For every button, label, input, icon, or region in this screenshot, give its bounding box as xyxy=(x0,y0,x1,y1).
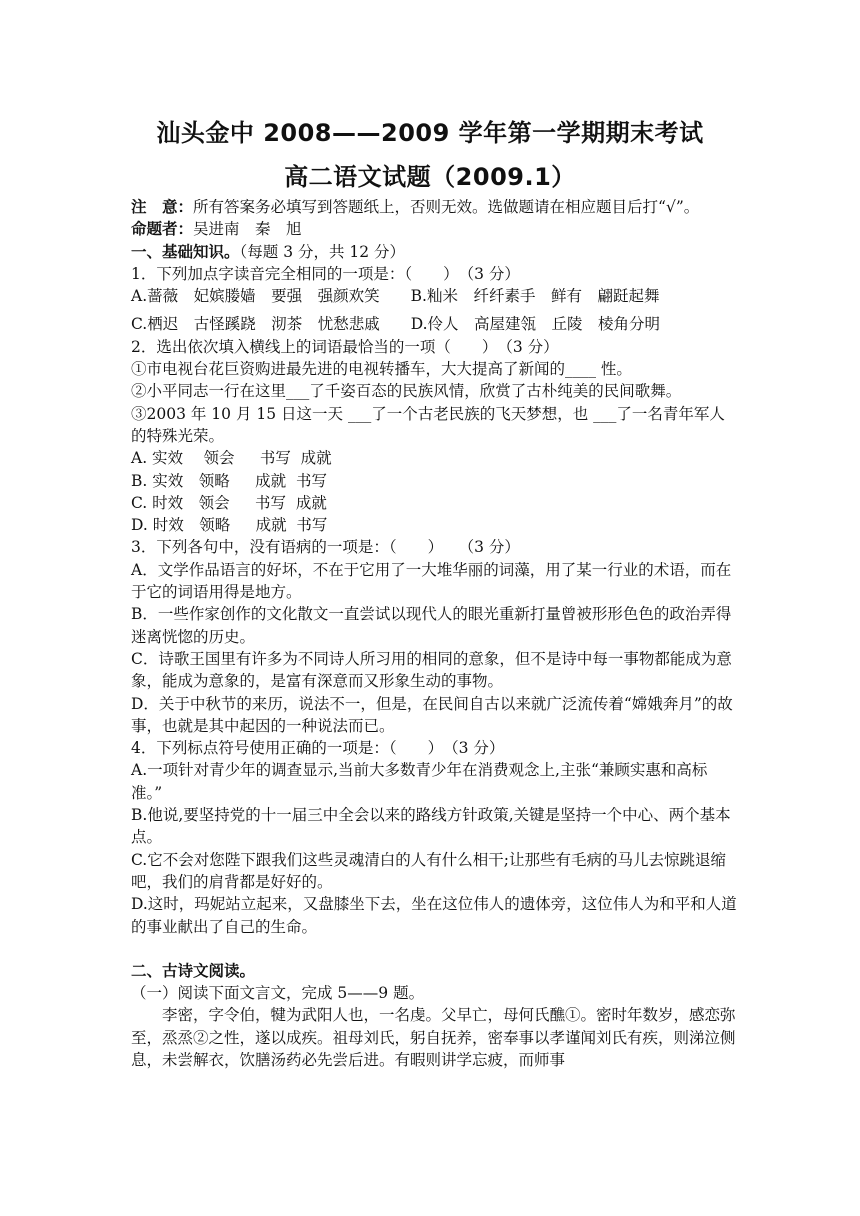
question-4-stem: 4．下列标点符号使用正确的一项是：（ ） （3 分） xyxy=(131,739,505,758)
section1-title xyxy=(131,241,737,263)
question-4-option-d: D.这时，玛妮站立起来，又盘膝坐下去，坐在这位伟人的遗体旁，这位伟人为和平和人道的事业献出了自己的生命。 xyxy=(131,895,737,936)
question-2-sentence-3: ③2003 年 10 月 15 日这一天 ___了一个古老民族的飞天梦想，也 ___了一名青年军人的特殊光荣。 xyxy=(131,404,725,445)
question-3-option-a: A．文学作品语言的好坏，不在于它用了一大堆华丽的词藻，用了某一行业的术语，而在于它的词语用得是地方。 xyxy=(131,560,732,602)
author-names: 吴进南 秦 旭 xyxy=(193,220,302,239)
notice-text: 所有答案务必填写到答题纸上，否则无效。选做题请在相应题目后打“√”。 xyxy=(193,198,700,216)
exam-body xyxy=(131,196,737,1071)
notice-label: 注 意： xyxy=(131,197,194,216)
question-2-option-d: D. 时效 领略 成就 书写 xyxy=(131,516,328,535)
question-3-option-c: C．诗歌王国里有许多为不同诗人所习用的相同的意象，但不是诗中每一事物都能成为意象，能成为意象的，是富有深意而又形象生动的事物。 xyxy=(131,649,732,691)
question-1-options-row2: C.栖迟 古怪蹊跷 沏茶 忧愁悲戚 D.伶人 高屋建瓴 丘陵 棱角分明 xyxy=(131,315,661,334)
exam-title-line1: 汕头金中 2008——2009 学年第一学期期末考试 xyxy=(156,119,704,147)
spacer xyxy=(131,938,737,960)
question-2-sentence-1: ①市电视台花巨资购进最先进的电视转播车，大大提高了新闻的____ 性。 xyxy=(131,360,632,379)
question-3-option-d: D．关于中秋节的来历，说法不一，但是，在民间自古以来就广泛流传着“嫦娥奔月”的故事，也就是其中起因的一种说法而已。 xyxy=(131,694,733,735)
question-2-option-c: C. 时效 领会 书写 成就 xyxy=(131,493,327,512)
section2-subheading: （一）阅读下面文言文，完成 5——9 题。 xyxy=(131,984,425,1003)
question-1-options-row1: A.蔷薇 妃嫔媵嫱 要强 强颜欢笑 B.籼米 纤纤素手 鲜有 翩跹起舞 xyxy=(131,287,660,306)
question-3-option-b: B．一些作家创作的文化散文一直尝试以现代人的眼光重新打量曾被形形色色的政治弄得迷离恍惚的历史。 xyxy=(131,605,732,646)
question-4-option-a: A.一项针对青少年的调查显示,当前大多数青少年在消费观念上,主张“兼顾实惠和高标准。” xyxy=(131,761,708,802)
question-1-stem: 1．下列加点字读音完全相同的一项是：（ ） （3 分） xyxy=(131,264,520,283)
classical-passage: 李密，字令伯，犍为武阳人也，一名虔。父早亡，母何氏醮①。密时年数岁，感恋弥至，烝烝②之性，遂以成疾。祖母刘氏，躬自抚养，密奉事以孝谨闻刘氏有疾，则涕泣侧息，未尝解衣，饮膳汤药必先尝后进。有暇则讲学忘疲，而师事 xyxy=(131,1006,736,1069)
question-2-option-a: A. 实效 领会 书写 成就 xyxy=(131,449,332,468)
exam-title-line2: 高二语文试题（2009.1） xyxy=(284,163,576,191)
author-label: 命题者： xyxy=(131,219,194,239)
notice xyxy=(131,196,737,218)
question-2-sentence-2: ②小平同志一行在这里___了千姿百态的民族风情，欣赏了古朴纯美的民间歌舞。 xyxy=(131,382,682,401)
question-4-option-b: B.他说,要坚持党的十一届三中全会以来的路线方针政策,关键是坚持一个中心、两个基本点。 xyxy=(131,806,731,847)
author-line xyxy=(131,218,737,240)
question-4-option-c: C.它不会对您陛下跟我们这些灵魂清白的人有什么相干;让那些有毛病的马儿去惊跳退缩吧，我们的肩背都是好好的。 xyxy=(131,850,726,891)
section1-note: （每题 3 分，共 12 分） xyxy=(239,242,406,261)
question-3-stem: 3．下列各句中，没有语病的一项是：（ ） （3 分） xyxy=(131,538,520,557)
section2-heading: 二、古诗文阅读。 xyxy=(131,961,256,980)
question-2-stem: 2．选出依次填入横线上的词语最恰当的一项（ ） （3 分） xyxy=(131,337,559,356)
question-2-option-b: B. 实效 领略 成就 书写 xyxy=(131,471,327,490)
section1-heading: 一、基础知识。 xyxy=(131,242,240,261)
